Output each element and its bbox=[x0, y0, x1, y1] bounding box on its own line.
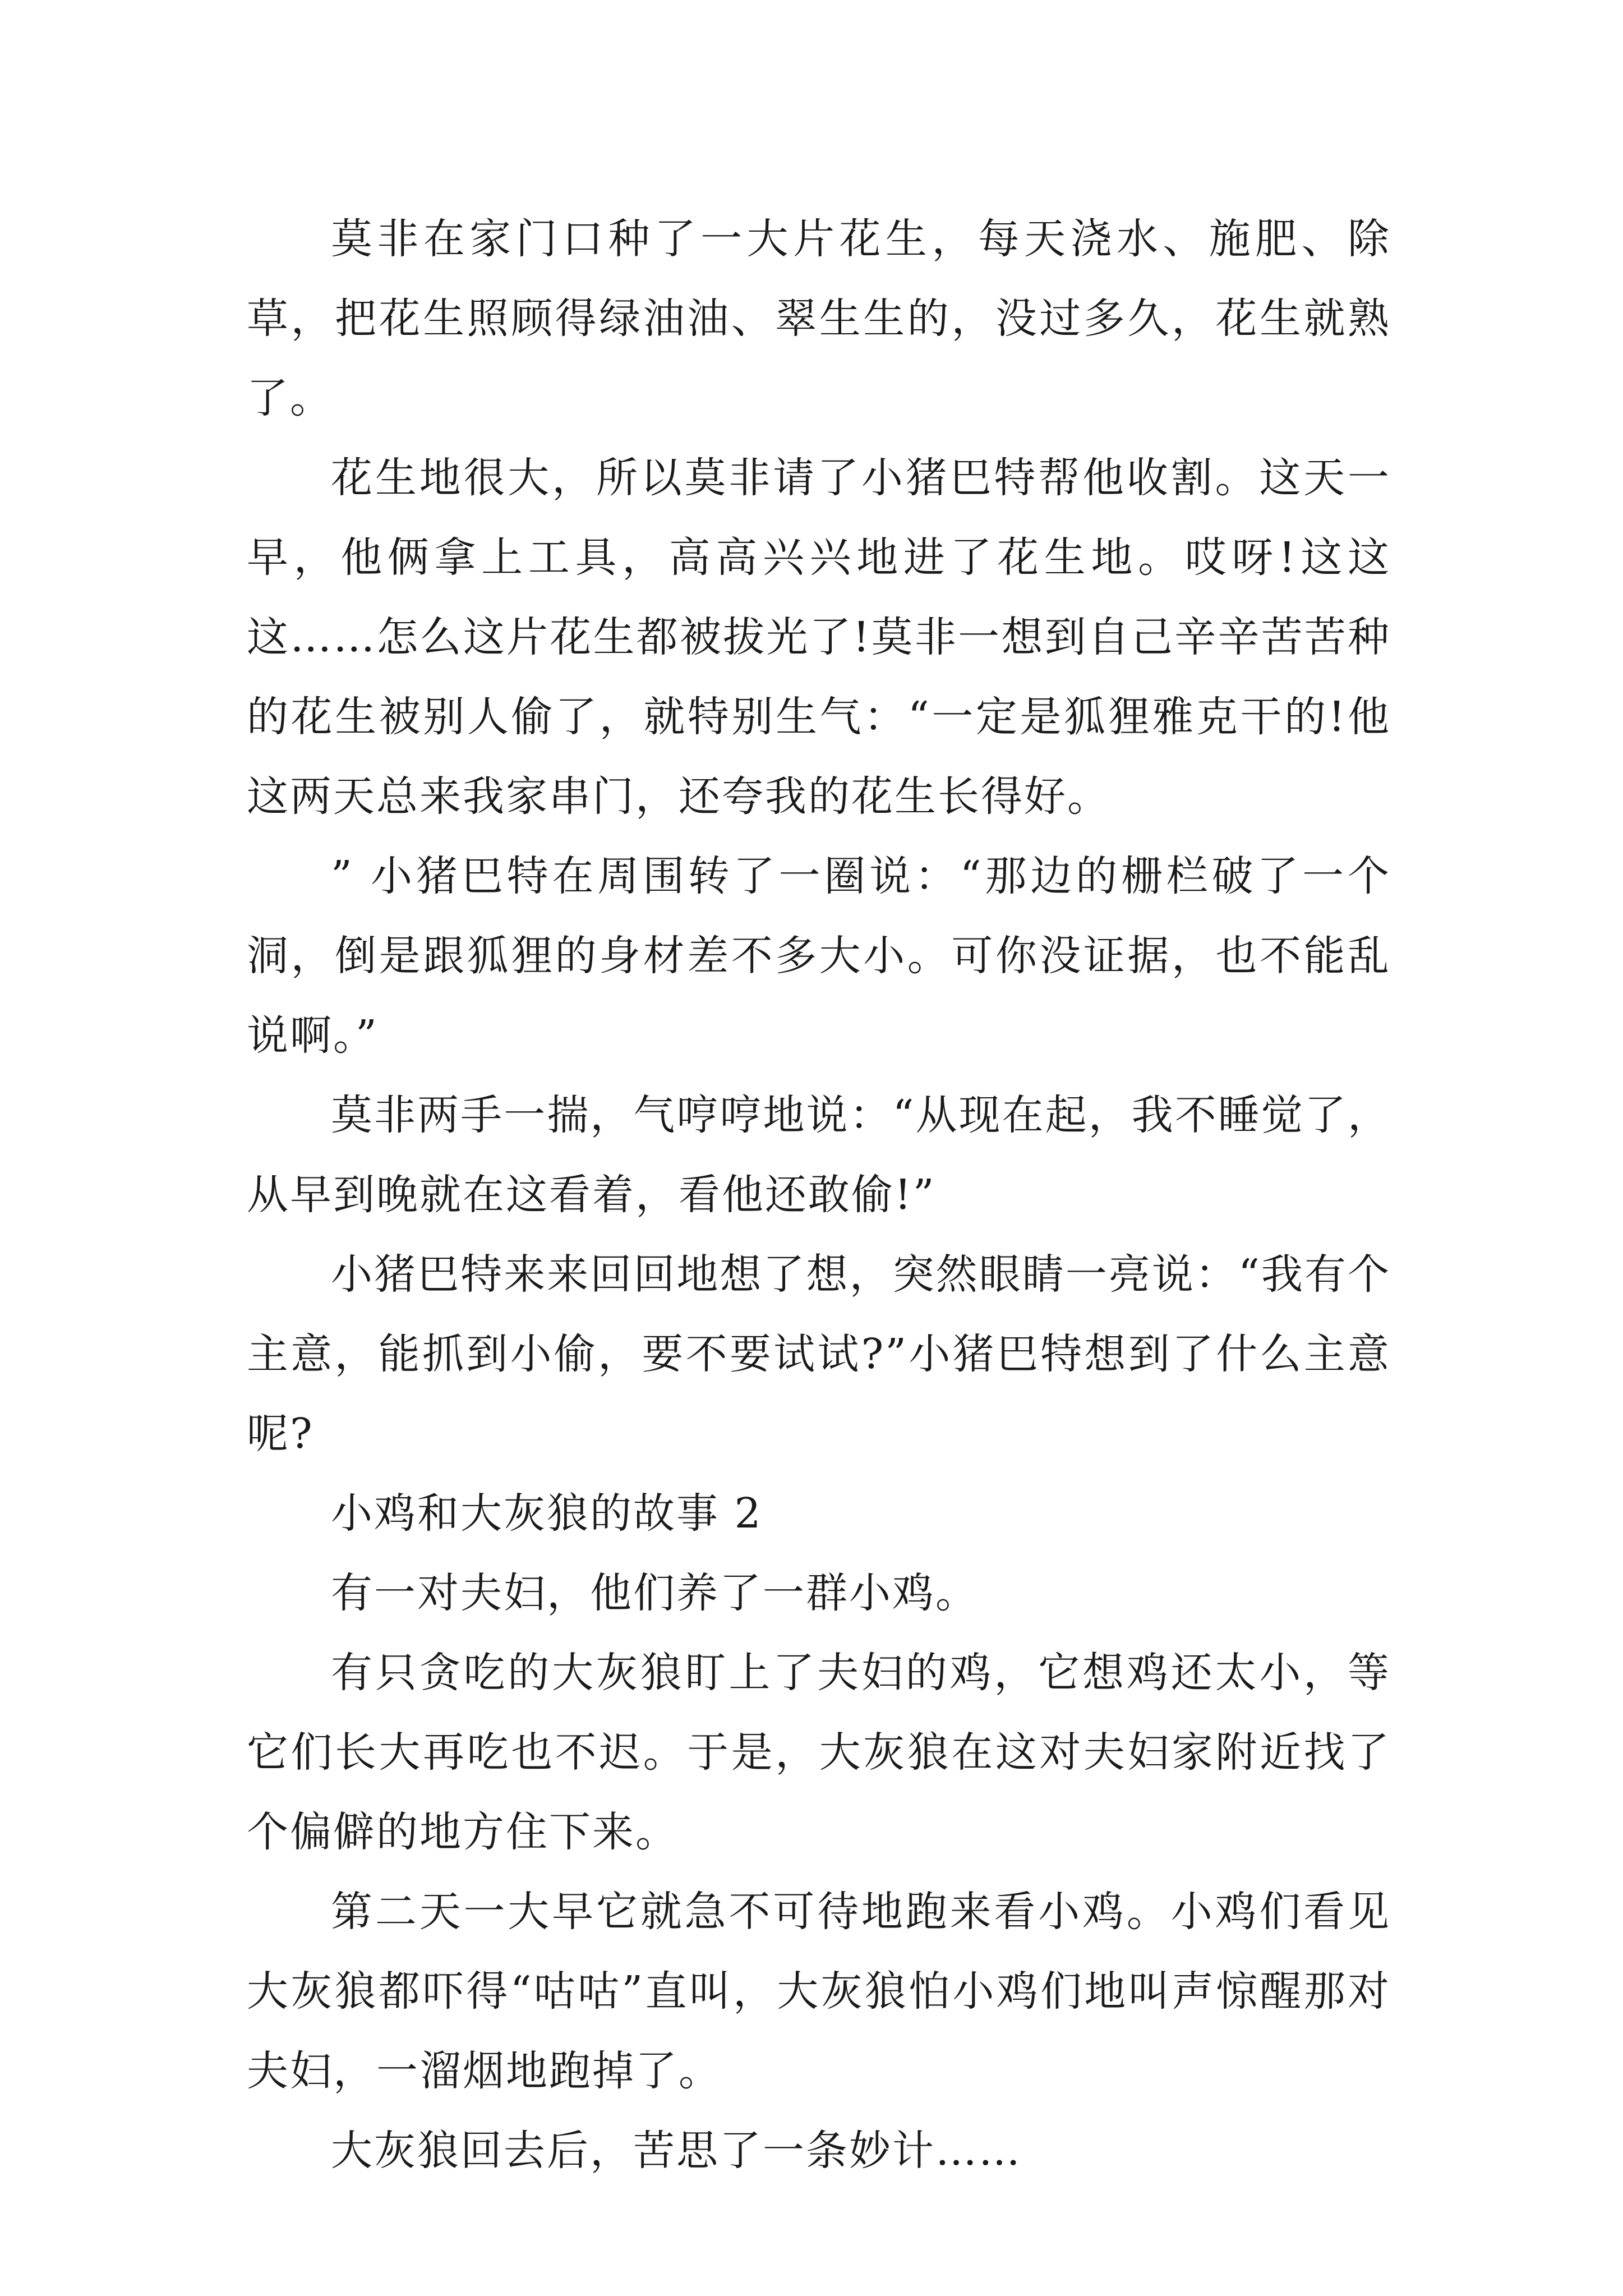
paragraph-6: 有一对夫妇，他们养了一群小鸡。 bbox=[331, 1569, 979, 1617]
paragraph-9: 大灰狼回去后，苦思了一条妙计…… bbox=[331, 2127, 1022, 2175]
paragraph-3: ” 小猪巴特在周围转了一圈说：“那边的栅栏破了一个洞，倒是跟狐狸的身材差不多大小。可你没证据，也不能乱说啊。” bbox=[247, 852, 1391, 1060]
document-body bbox=[247, 199, 1391, 2191]
paragraph-8: 第二天一大早它就急不可待地跑来看小鸡。小鸡们看见大灰狼都吓得“咕咕”直叫，大灰狼怕小鸡们地叫声惊醒那对夫妇，一溜烟地跑掉了。 bbox=[247, 1888, 1391, 2095]
paragraph-1: 莫非在家门口种了一大片花生，每天浇水、施肥、除草，把花生照顾得绿油油、翠生生的，没过多久，花生就熟了。 bbox=[247, 215, 1391, 422]
paragraph-2: 花生地很大，所以莫非请了小猪巴特帮他收割。这天一早，他俩拿上工具，高高兴兴地进了花生地。哎呀!这这这……怎么这片花生都被拔光了!莫非一想到自己辛辛苦苦种的花生被别人偷了，就特别生气：“一定是狐狸雅克干的!他这两天总来我家串门，还夸我的花生长得好。 bbox=[247, 454, 1391, 821]
paragraph-7: 有只贪吃的大灰狼盯上了夫妇的鸡，它想鸡还太小，等它们长大再吃也不迟。于是，大灰狼在这对夫妇家附近找了个偏僻的地方住下来。 bbox=[247, 1649, 1391, 1856]
paragraph-5: 小猪巴特来来回回地想了想，突然眼睛一亮说：“我有个主意，能抓到小偷，要不要试试?”小猪巴特想到了什么主意呢? bbox=[247, 1250, 1391, 1458]
section-heading: 小鸡和大灰狼的故事 2 bbox=[331, 1489, 763, 1538]
paragraph-4: 莫非两手一揣，气哼哼地说：“从现在起，我不睡觉了，从早到晚就在这看着，看他还敢偷!” bbox=[247, 1091, 1391, 1219]
